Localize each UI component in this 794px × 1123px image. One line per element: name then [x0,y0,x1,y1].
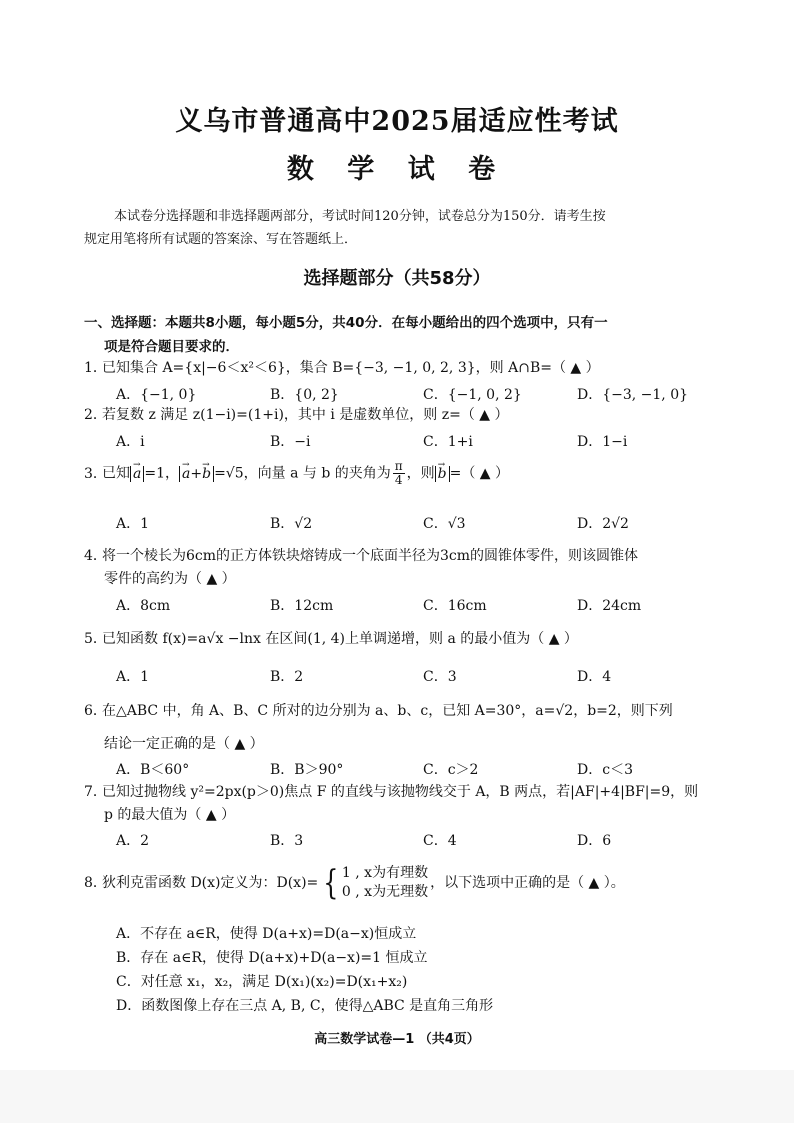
intro-line-2: 规定用笔将所有试题的答案涂、写在答题纸上． [84,232,358,247]
question-text: 已知函数 f(x)=a√x −lnx 在区间(1, 4)上单调递增，则 a 的最小值为（ ▲ ） [102,631,578,647]
part1-line-1: 一、选择题：本题共8小题，每小题5分，共40分．在每小题给出的四个选项中，只有一 [84,315,608,331]
question-number: 8． [84,875,107,891]
question-number: 3． [84,465,107,482]
option-b: B．3 [270,833,304,849]
question-number: 4． [84,548,107,564]
option-d: D．c＜3 [577,762,633,778]
option-a: A．1 [116,669,150,685]
question-number: 7． [84,784,107,800]
option-a: A．i [116,434,145,450]
abs-b: b → [435,466,450,482]
option-d: D．6 [577,833,612,849]
option-d: D．2√2 [577,516,629,532]
part1-heading [84,311,714,359]
exam-title: 义乌市普通高中2025届适应性考试 [175,106,619,137]
fraction-numerator: π [394,459,403,473]
question-text: 将一个棱长为6cm的正方体铁块熔铸成一个底面半径为3cm的圆锥体零件，则该圆锥体 [102,548,639,564]
question-text: 已知过抛物线 y²=2px(p＞0)焦点 F 的直线与该抛物线交于 A，B 两点，若|AF|+4|BF|=9，则 [102,784,699,800]
option-a: A．1 [116,516,150,532]
question-text-e: =（ ▲ ） [449,465,509,482]
question-8 [84,864,724,902]
fraction-pi-over-4 [393,460,405,487]
option-b: B．2 [270,669,304,685]
question-number: 5． [84,631,107,647]
question-2 [84,404,724,427]
abs-a-plus-b: a →+b → [179,466,214,482]
question-number: 1． [84,360,107,376]
option-c: C．c＞2 [423,762,479,778]
question-3 [84,460,724,487]
section-title: 选择题部分（共58分） [303,268,491,289]
question-text-b: ，以下选项中正确的是（ ▲ ）。 [430,875,625,891]
piecewise-cases [342,864,428,902]
option-c: C．√3 [423,516,466,532]
option-b: B．B＞90° [270,762,344,778]
page-bottom-margin [0,1070,794,1123]
abs-a: a → [130,466,144,482]
question-text-a: 已知 [102,465,130,482]
question-text-cont: 结论一定正确的是（ ▲ ） [104,736,264,752]
question-text: 若复数 z 满足 z(1−i)=(1+i)，其中 i 是虚数单位，则 z=（ ▲ ） [102,407,509,423]
option-a: A．8cm [116,598,171,614]
question-number: 2． [84,407,107,423]
intro-paragraph [84,205,714,251]
fraction-denominator: 4 [394,473,403,487]
option-d: D．1−i [577,434,628,450]
question-text-cont: p 的最大值为（ ▲ ） [104,807,236,823]
option-d: D．4 [577,669,612,685]
brace-glyph: { [323,863,339,903]
question-6 [84,700,724,723]
question-text-d: ，则 [406,465,435,482]
option-b: B．{0, 2} [270,387,339,403]
option-a: A．2 [116,833,150,849]
option-d: D．24cm [577,598,642,614]
part1-line-2: 项是符合题目要求的． [104,339,239,355]
intro-line-1: 本试卷分选择题和非选择题两部分，考试时间120分钟，试卷总分为150分．请考生按 [114,209,606,224]
option-d: D．{−3, −1, 0} [577,387,689,403]
option-c: C．16cm [423,598,487,614]
question-text-b: =1， [144,465,179,482]
option-b: B．存在 a∈R，使得 D(a+x)+D(a−x)=1 恒成立 [116,950,428,966]
question-6-cont [84,733,724,756]
option-b: B．12cm [270,598,334,614]
question-text-c: =√5，向量 a 与 b 的夹角为 [214,465,391,482]
option-a: A．{−1, 0} [116,387,197,403]
question-1 [84,357,724,380]
option-b: B．−i [270,434,311,450]
question-text-cont: 零件的高约为（ ▲ ） [104,571,236,587]
question-4 [84,545,724,591]
option-a: A．不存在 a∈R，使得 D(a+x)=D(a−x)恒成立 [116,926,417,942]
option-c: C．3 [423,669,457,685]
question-text: 在△ABC 中，角 A、B、C 所对的边分别为 a、b、c，已知 A=30°，a=√2，b=2，则下列 [102,703,673,719]
question-7 [84,781,724,827]
option-c: C．1+i [423,434,473,450]
exam-subtitle: 数 学 试 卷 [286,154,508,185]
piecewise-definition [320,864,428,902]
option-c: C．4 [423,833,457,849]
option-d: D．函数图像上存在三点 A, B, C，使得△ABC 是直角三角形 [116,998,494,1014]
case-rational: 1 , x为有理数 [341,865,429,881]
question-text-a: 狄利克雷函数 D(x)定义为：D(x)= [102,875,319,891]
question-number: 6． [84,703,107,719]
question-text: 已知集合 A={x|−6＜x²＜6}，集合 B={−3, −1, 0, 2, 3}，则 A∩B=（ ▲ ） [102,360,600,376]
question-5 [84,628,724,651]
option-a: A．B＜60° [116,762,190,778]
option-c: C．{−1, 0, 2} [423,387,522,403]
option-c: C．对任意 x₁，x₂，满足 D(x₁)(x₂)=D(x₁+x₂) [116,974,408,990]
option-b: B．√2 [270,516,313,532]
case-irrational: 0 , x为无理数 [341,884,429,900]
page-footer: 高三数学试卷—1 （共4页） [314,1032,480,1047]
